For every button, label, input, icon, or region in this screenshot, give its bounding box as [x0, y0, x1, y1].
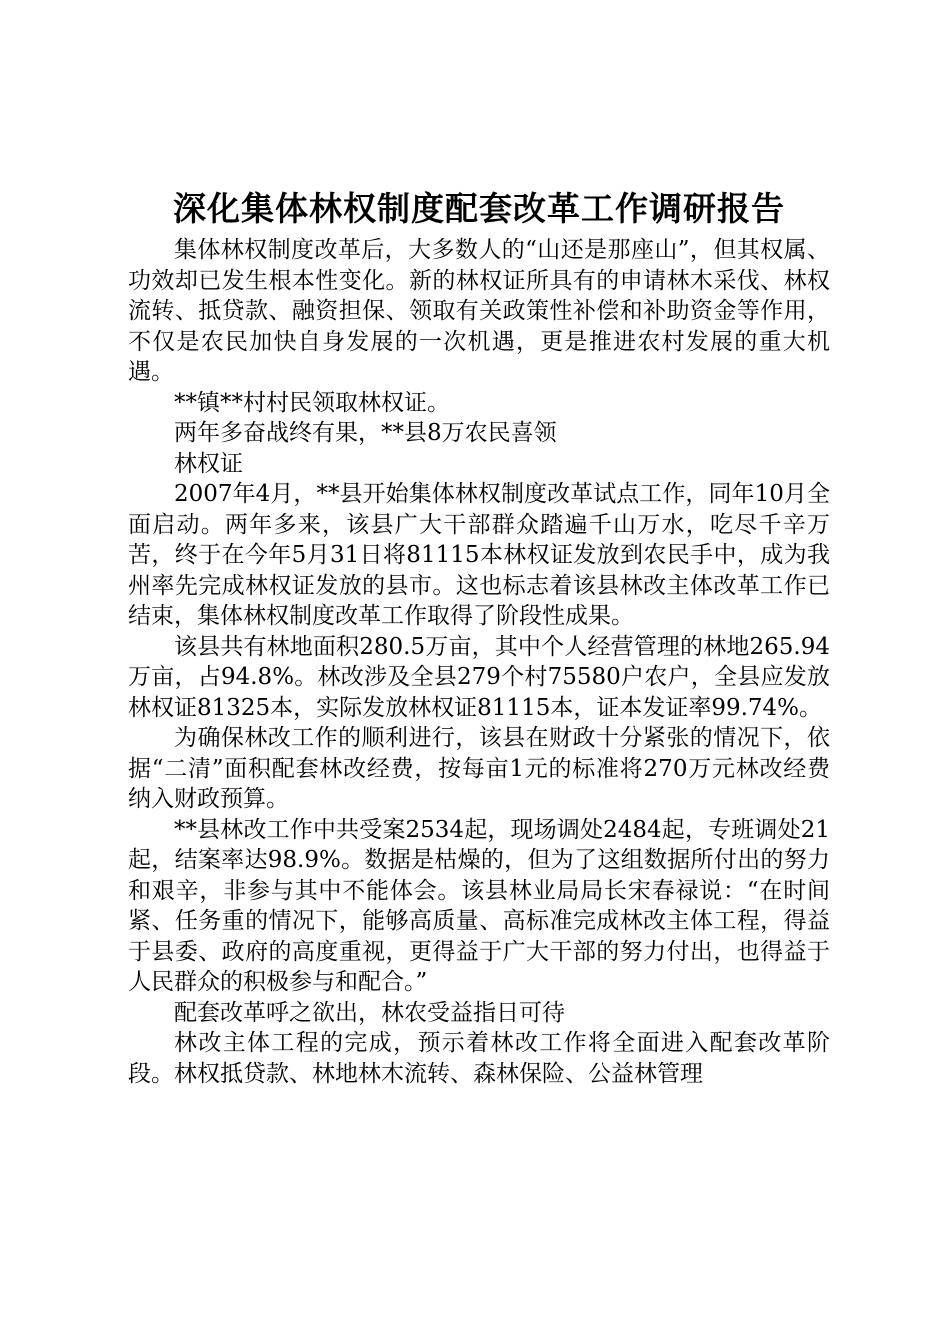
paragraph-intro: 集体林权制度改革后，大多数人的“山还是那座山”，但其权属、功效却已发生根本性变化。新的林权证所具有的申请林木采伐、林权流转、抵贷款、融资担保、领取有关政策性补偿和补助资金等作用，不仅是农民加快自身发展的一次机遇，更是推进农村发展的重大机遇。	[128, 237, 830, 385]
paragraph-subheading-1-cont: 林权证	[174, 450, 243, 477]
paragraph-photo-caption: **镇**村村民领取林权证。	[174, 389, 450, 416]
document-page	[128, 185, 830, 1089]
paragraph-subheading-1: 两年多奋战终有果，**县8万农民喜领	[174, 420, 557, 446]
paragraph-subheading-2: 配套改革呼之欲出，林农受益指日可待	[174, 999, 565, 1026]
paragraph-forest-area: 该县共有林地面积280.5万亩，其中个人经营管理的林地265.94万亩，占94.8%。林改涉及全县279个村75580户农户，全县应发放林权证81325本，实际发放林权证81115本，证本发证率99.74%。	[128, 633, 830, 721]
document-title: 深化集体林权制度配套改革工作调研报告	[173, 189, 785, 228]
paragraph-funding: 为确保林改工作的顺利进行，该县在财政十分紧张的情况下，依据“二清”面积配套林改经费，按每亩1元的标准将270万元林改经费纳入财政预算。	[128, 725, 830, 812]
paragraph-cases: **县林改工作中共受案2534起，现场调处2484起，专班调处21起，结案率达98.9%。数据是枯燥的，但为了这组数据所付出的努力和艰辛，非参与其中不能体会。该县林业局局长宋春禄说：“在时间紧、任务重的情况下，能够高质量、高标准完成林改主体工程，得益于县委、政府的高度重视，更得益于广大干部的努力付出，也得益于人民群众的积极参与和配合。”	[128, 816, 830, 995]
paragraph-reform-start: 2007年4月，**县开始集体林权制度改革试点工作，同年10月全面启动。两年多来，该县广大干部群众踏遍千山万水，吃尽千辛万苦，终于在今年5月31日将81115本林权证发放到农民手中，成为我州率先完成林权证发放的县市。这也标志着该县林改主体改革工作已结束，集体林权制度改革工作取得了阶段性成果。	[128, 481, 830, 629]
paragraph-supporting-reform: 林改主体工程的完成，预示着林改工作将全面进入配套改革阶段。林权抵贷款、林地林木流转、森林保险、公益林管理	[128, 1030, 830, 1087]
